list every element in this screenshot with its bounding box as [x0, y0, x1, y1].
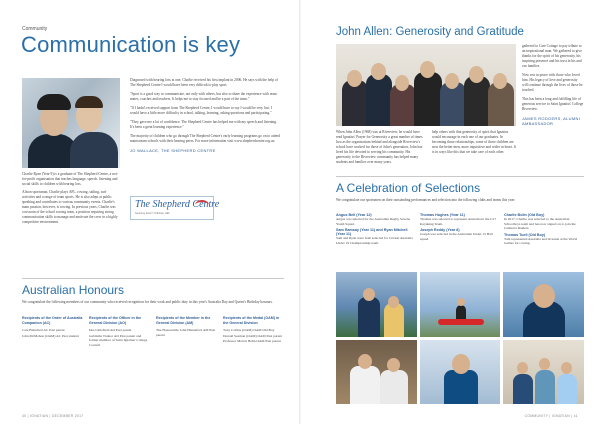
body-paragraph: This has been a long and fulfilling life of generous service to Saint Ignatius' College Riverview.	[522, 97, 584, 111]
honours-intro: We congratulate the following members of our community who received recognition for their work and public duty in this year's Australia Day and Queen's Birthday honours.	[22, 300, 273, 304]
honours-heading: Recipients of the Medal (OAM) in the General Division	[223, 316, 280, 325]
divider	[22, 278, 284, 279]
rugby-photo	[336, 272, 417, 337]
honours-heading: Recipients of the Member in the General Division (AM)	[156, 316, 211, 325]
body-paragraph: Now rest in peace with those who loved him. His legacy of love and generosity will continue through the lives of those he touched.	[522, 73, 583, 92]
honours-item: Des Littlefield AO Past parent	[89, 328, 132, 333]
john-body-mid: help others with that generosity of spirit that Ignatius would encourage in each one of our graduates. In becoming those relationships, some of those children are now the better men, more inquisitive and wider in heart. It is in ways like this that we take care of each other.	[432, 130, 516, 154]
body-paragraph: "Sport is a good way to communicate, not only with others, but also to share the experience with team mates, coaches and teachers. It helps me to stay focused and be a part of the team."	[130, 92, 277, 101]
athlete-photo-grid	[336, 272, 584, 404]
athlete-name: Thomas Hughes (Year 11)	[420, 213, 465, 217]
divider	[336, 176, 584, 177]
page-footer: 40 | IGNATIAN | DECEMBER 2017	[22, 414, 84, 418]
honours-heading: Recipients of the Officer in the General Division (AO)	[89, 316, 142, 325]
shepherd-centre-logo	[130, 196, 220, 220]
honours-item: Gabrielle Trainor AO Past parent and former member of Saint Ignatius' College Council	[89, 333, 148, 347]
honours-item: Donald Seaman (OAM) OAM Past parent	[223, 333, 283, 338]
honours-item: Professor Marcia Hahn OAM Past parent	[223, 339, 281, 344]
celebration-column	[504, 211, 582, 248]
athlete-desc: Joseph was selected in the Australian Under 15 Ball squad.	[420, 232, 493, 241]
article-body	[130, 78, 280, 153]
honours-columns	[22, 316, 284, 349]
page-footer: COMMUNITY | IGNATIAN | 41	[524, 414, 578, 418]
honours-title: Australian Honours	[22, 283, 125, 297]
athlete-desc: In 2017, Charlie was selected to the Australian Schoolboys team and has now signed on to join the Canberra Raiders.	[504, 217, 576, 231]
photo-caption-block	[22, 172, 120, 225]
page-title: Communication is key	[21, 32, 241, 57]
honours-item: Tony Collins (OAM) OAM Old Boy	[223, 328, 275, 333]
honours-column	[223, 316, 284, 349]
athlete-name: Joseph Reddy (Year 8)	[420, 228, 460, 233]
body-paragraph: The majority of children who go through The Shepherd Centre's early learning programs go on to attend mainstream schools with their hearing peers. For more information visit www.shepherdcentre.org.au	[130, 134, 280, 143]
john-signature: JAMES RODGERS, ALUMNI AMBASSADOR	[522, 116, 581, 126]
celebration-column	[420, 211, 498, 248]
section-label: Community	[22, 26, 48, 32]
body-paragraph: gathered to Care Cottage to pay tribute to an inspirational man. We gathered to give thanks for the spirit of his generosity, his inspiring presence and his trust in his and our families.	[522, 44, 582, 68]
player-portrait-photo	[503, 272, 584, 337]
athlete-desc: Tom represented Australia and Oceania at the World Games for rowing.	[504, 236, 578, 246]
body-paragraph: "They gave me a lot of confidence. The Shepherd Centre has helped me with my speech and listening. It's been a great learning experience."	[130, 120, 278, 129]
charlie-photo	[22, 78, 120, 168]
caption-extra: Alison sportsman, Charlie plays AFL, rowing, sailing, surf activities and a range of team sports. He is also adept at public speaking and contributes to various community events. Charlie's main passion, however, is rowing. In previous years, Charlie was coxswain of the school rowing team, a position requiring strong communication skills to manage and motivate the crew in a highly competitive environment.	[22, 190, 118, 224]
celebration-title: A Celebration of Selections	[336, 181, 481, 195]
cricket-photo	[336, 340, 417, 405]
article-signature: JO WALLACE, THE SHEPHERD CENTRE	[130, 148, 216, 153]
celebration-columns	[336, 211, 584, 248]
celebration-intro: We congratulate our sportsmen on their outstanding performances and selection into the following clubs and teams this year:	[336, 198, 516, 202]
honours-column	[22, 316, 83, 349]
athlete-desc: Angus was selected for the Australian Rugby Sevens Youth Squad.	[336, 217, 410, 226]
honours-item: John McMahon (OAM) AC Past student	[22, 333, 79, 338]
kayak-photo	[420, 272, 501, 337]
athlete-name: Thomas Tuell (Old Boy)	[504, 232, 546, 237]
athlete-name: Charlie Bolin (Old Boy)	[504, 213, 545, 217]
body-paragraph: Diagnosed with hearing loss at one, Charlie received his first implant in 2006. He says with the help of The Shepherd Centre I would have been very difficult to play sport.	[130, 78, 278, 87]
athlete-desc: Sam and Ryan were both selected for Cricket Australia Under 19 Championship team.	[336, 236, 413, 245]
john-allen-title: John Allen: Generosity and Gratitude	[336, 26, 524, 38]
athlete-name: Angus Bell (Year 12)	[336, 213, 372, 217]
athlete-desc: Thomas was selected to represent Australia in the U17 Kayaking Team.	[420, 217, 497, 226]
john-body-right	[522, 44, 584, 126]
logo-tagline: hearing loss? children talk	[135, 211, 170, 215]
athlete-name: Sam Ramsay (Year 11) and Ryan Mitchell (Year 11)	[336, 228, 408, 237]
logo-title: The Shepherd Centre	[135, 199, 220, 210]
photo-caption: Charlie Ryan (Year 9) is a graduate of The Shepherd Centre, a not-for-profit organisation that teaches language, speech, listening and social skills to children with hearing loss.	[22, 172, 118, 186]
celebration-column	[336, 211, 414, 248]
group-photo	[503, 340, 584, 405]
john-body: When John Allen (1968) was at Riverview, he would have read Ignatius' Prayer for Generosity a great number of times. Just as the organisations behind and alongside Riverview's school have worked for those of John's generation, John has lived his life devoted to serving his community. His generosity to the Riverview community has helped many students and families over many years.	[336, 130, 424, 164]
right-page	[300, 0, 600, 424]
family-photo	[336, 44, 516, 126]
honours-column	[156, 316, 217, 349]
honours-heading: Recipients of the Order of Australia Companion (AC)	[22, 316, 83, 325]
body-paragraph: "If I hadn't received support from The Shepherd Centre, I would have to say I would be very lost. I would have a little more difficulty in school, talking, learning, asking questions and participating."	[130, 106, 273, 115]
swoosh-icon	[195, 200, 209, 210]
honours-column	[89, 316, 150, 349]
honours-item: The Honourable John Hannaford AM Past parent	[156, 328, 216, 337]
rower-photo	[420, 340, 501, 405]
honours-item: Cate Blanchett AC Past parent	[22, 328, 65, 333]
